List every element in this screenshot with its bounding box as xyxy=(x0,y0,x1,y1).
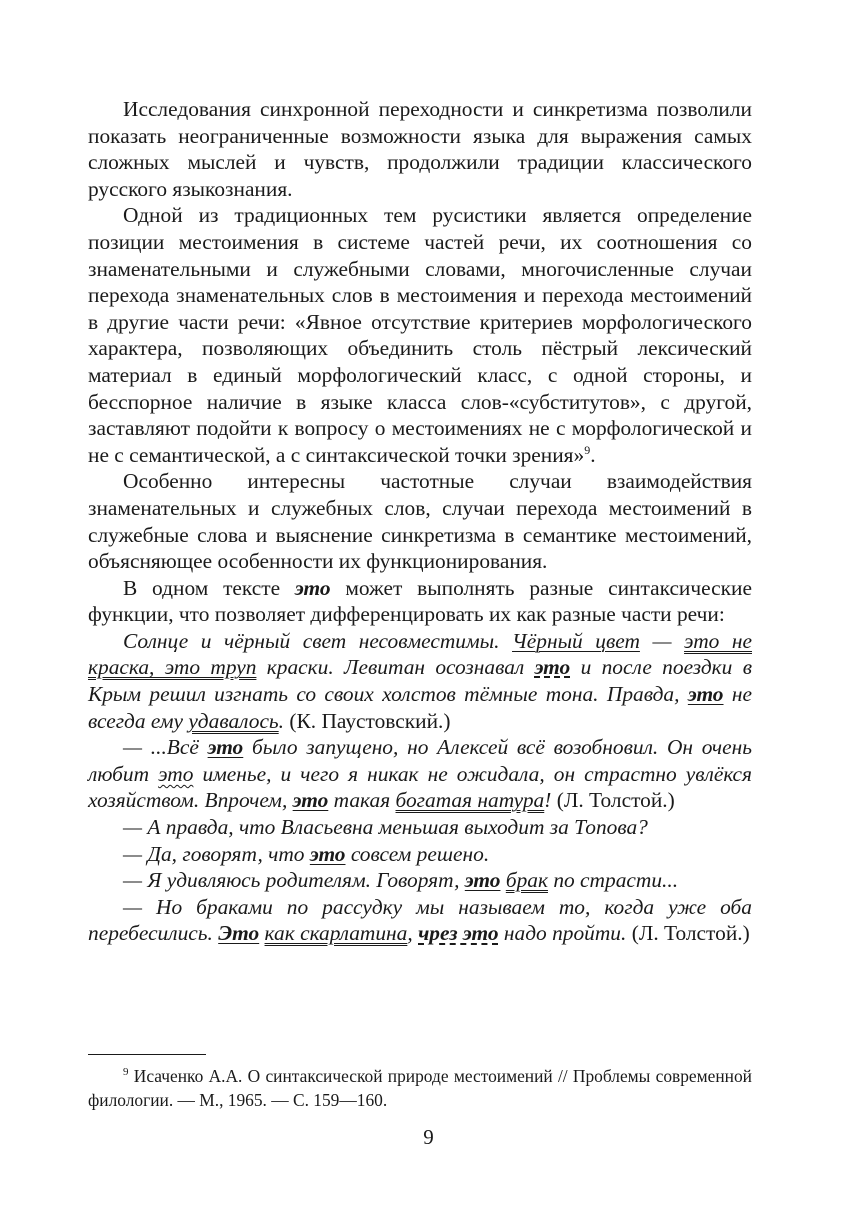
subject-underline: Чёрный цвет xyxy=(512,628,640,653)
object-underline: это xyxy=(534,655,571,680)
subject-underline: это xyxy=(464,868,501,893)
example-6: — Но браками по рассудку мы называем то, когда уже оба перебесились. Это как скарлатина, чрез это надо пройти. (Л. Толстой.) xyxy=(88,894,752,946)
subject-underline: Это xyxy=(218,921,260,946)
paragraph-1: Исследования синхронной переходности и синкретизма позволили показать неограниченные возможности языка для выражения самых сложных мыслей и чувств, продолжили традиции классического русского языкознания. xyxy=(88,97,752,201)
footnote-divider xyxy=(88,1054,206,1055)
paragraph-2: Одной из традиционных тем русистики является определение позиции местоимения в системе частей речи, их соотношения со знаменательными и служебными словами, многочисленные случаи перехода знаменательных слов в местоимения и перехода местоимений в другие части речи: «Явное отсутствие критериев морфологического характера, позволяющих объединить столь пёстрый лексический материал в единый морфологический класс, с одной стороны, и бесспорное наличие в языке класса слов-«субститутов», с другой, заставляют подойти к вопросу о местоимениях не с морфологической и не с семантической, а с синтаксической точки зрения»$^9$. xyxy=(88,203,752,467)
footnote-ref[interactable]: 9 xyxy=(584,442,591,457)
keyword-eto: это xyxy=(294,575,331,600)
predicate-underline: богатая натура xyxy=(395,788,545,813)
predicate-underline: брак xyxy=(505,868,548,893)
paragraph-3: Особенно интересны частотные случаи взаимодействия знаменательных и служебных слов, случаи перехода местоимений в служебные слова и выяснение синкретизма в семантике местоимений, объясняющее особенности их функционирования. xyxy=(88,469,752,574)
example-2: — ...Всё это было запущено, но Алексей всё возобновил. Он очень любит это именье, и чего я никак не ожидала, он страстно увлёкся хозяйством. Впрочем, это такая богатая натура! (Л. Толстой.) xyxy=(88,735,752,813)
page-number: 9 xyxy=(423,1125,434,1149)
predicate-underline: удавалось xyxy=(188,708,279,733)
subject-underline: это xyxy=(687,682,724,707)
example-4: — Да, говорят, что это совсем решено. xyxy=(123,841,490,866)
page-body xyxy=(88,96,752,947)
subject-underline: это xyxy=(309,841,346,866)
example-1: Солнце и чёрный свет несовместимы. Чёрный цвет — это не краска, это труп краски. Левитан осознавал это и после поездки в Крым решил изгнать со своих холстов тёмные тона. Правда, это не всегда ему удавалось. (К. Паустовский.) xyxy=(88,628,752,733)
attribute-underline: это xyxy=(158,761,194,786)
paragraph-4: В одном тексте это может выполнять разные синтаксические функции, что позволяет дифференцировать их как разные части речи: xyxy=(88,575,752,627)
footnote: $^9$ Исаченко А.А. О синтаксической природе местоимений // Проблемы современной филологии. — М., 1965. — С. 159—160. xyxy=(88,1066,752,1110)
subject-underline: это xyxy=(292,788,329,813)
footnote-mark: 9 xyxy=(123,1066,129,1079)
predicate-underline: как скарлатина xyxy=(264,921,408,946)
predicate-underline: это не краска, это труп xyxy=(88,628,752,680)
adverbial-underline: чрез это xyxy=(418,921,499,946)
example-5: — Я удивляюсь родителям. Говорят, это брак по страсти... xyxy=(123,868,679,893)
subject-underline: это xyxy=(207,735,244,760)
example-3: — А правда, что Власьевна меньшая выходит за Топова? xyxy=(123,815,648,840)
